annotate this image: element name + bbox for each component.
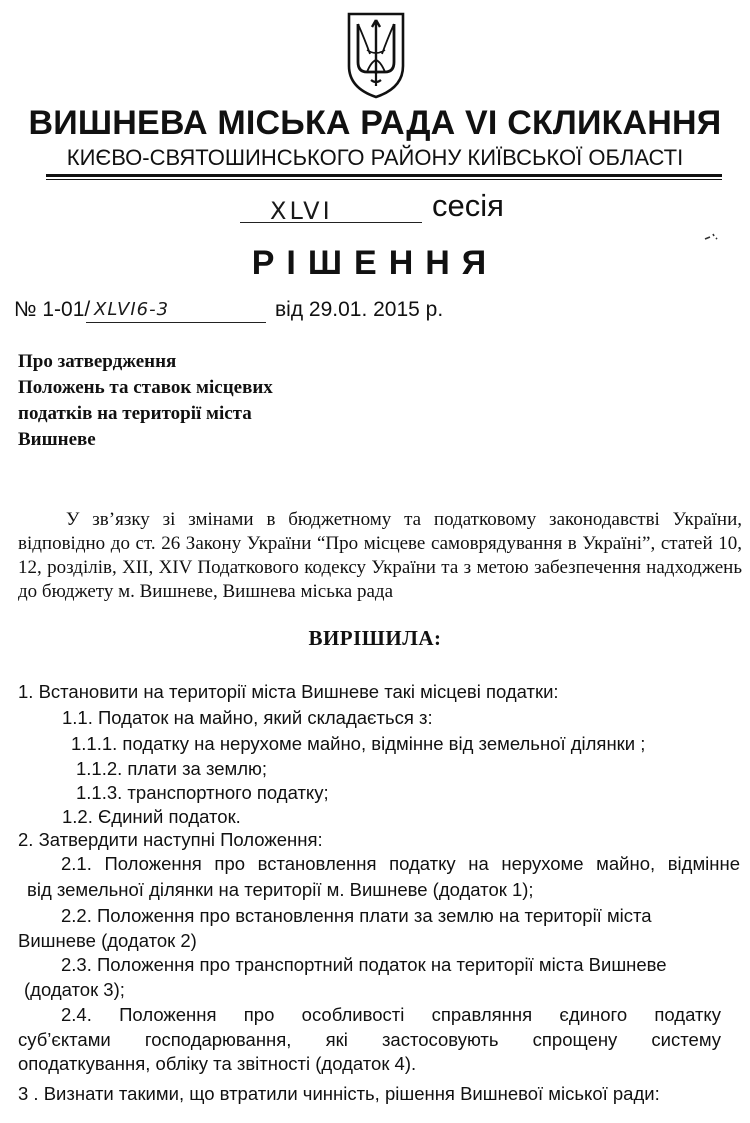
scan-speck-mark bbox=[704, 233, 718, 241]
decision-number-underline bbox=[86, 322, 266, 323]
item-2-1-line1: 2.1. Положення про встановлення податку на нерухоме майно, відмінне bbox=[61, 853, 740, 874]
session-label: сесія bbox=[432, 188, 504, 223]
session-number-handwritten: XLVI bbox=[270, 197, 333, 225]
item-2-4-line1: 2.4. Положення про особливості справляння єдиного податку bbox=[61, 1004, 721, 1025]
item-2-3-line2: (додаток 3); bbox=[24, 979, 125, 1000]
subject-line: податків на території міста bbox=[18, 403, 252, 424]
council-name: ВИШНЕВА МІСЬКА РАДА VI СКЛИКАННЯ bbox=[28, 104, 722, 142]
item-2-2-line2: Вишневе (додаток 2) bbox=[18, 930, 197, 951]
resolved-heading: ВИРІШИЛА: bbox=[308, 626, 442, 650]
session-underline bbox=[240, 222, 422, 223]
item-1: 1. Встановити на території міста Вишневе такі місцеві податки: bbox=[18, 681, 559, 702]
item-2: 2. Затвердити наступні Положення: bbox=[18, 829, 323, 850]
item-1-2: 1.2. Єдиний податок. bbox=[62, 806, 241, 827]
preamble-paragraph: У зв’язку зі змінами в бюджетному та податковому законодавстві України, відповідно до ст. 26 Закону України “Про місцеве самоврядування в Україні”, статей 10, 12, розділів, XII, XIV Податкового кодексу України та з метою забезпечення надходжень до бюджету м. Вишневе, Вишнева міська рада bbox=[18, 509, 742, 602]
item-2-3-line1: 2.3. Положення про транспортний податок на території міста Вишневе bbox=[61, 954, 667, 975]
item-1-1-3: 1.1.3. транспортного податку; bbox=[76, 782, 329, 803]
header-rule-thin bbox=[46, 179, 722, 180]
decision-number-handwritten: XLVI6-3 bbox=[94, 299, 170, 320]
subject-line: Про затвердження bbox=[18, 351, 177, 372]
item-1-1: 1.1. Податок на майно, який складається з: bbox=[62, 707, 433, 728]
decision-date: від 29.01. 2015 р. bbox=[275, 298, 444, 321]
item-2-1-line2: від земельної ділянки на території м. Вишневе (додаток 1); bbox=[27, 879, 534, 900]
subject-line: Вишневе bbox=[18, 429, 96, 450]
item-2-2-line1: 2.2. Положення про встановлення плати за землю на території міста bbox=[61, 905, 652, 926]
item-2-4-line3: оподаткування, обліку та звітності (додаток 4). bbox=[18, 1053, 417, 1074]
subject-line: Положень та ставок місцевих bbox=[18, 377, 273, 398]
decision-subject bbox=[18, 349, 273, 453]
item-3: 3 . Визнати такими, що втратили чинність, рішення Вишневої міської ради: bbox=[18, 1083, 660, 1104]
district-name: КИЄВО-СВЯТОШИНСЬКОГО РАЙОНУ КИЇВСЬКОЇ ОБЛАСТІ bbox=[66, 145, 684, 170]
trident-coat-of-arms-icon bbox=[345, 10, 407, 100]
decision-number-prefix: № 1-01/ bbox=[14, 298, 91, 321]
item-2-4-line2: суб’єктами господарювання, які застосовують спрощену систему bbox=[18, 1029, 721, 1050]
header-rule-thick bbox=[46, 174, 722, 177]
item-1-1-2: 1.1.2. плати за землю; bbox=[76, 758, 268, 779]
item-1-1-1: 1.1.1. податку на нерухоме майно, відмінне від земельної ділянки ; bbox=[71, 733, 646, 754]
document-title: РІШЕННЯ bbox=[251, 244, 499, 282]
